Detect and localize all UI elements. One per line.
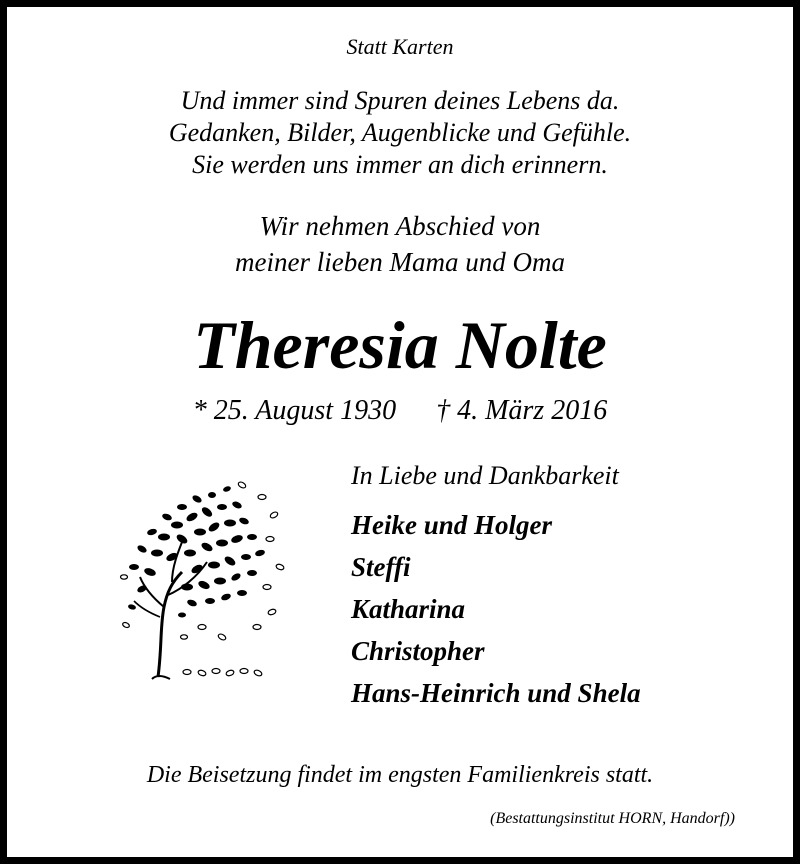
- family-member: Steffi: [351, 552, 411, 582]
- family-member: Christopher: [351, 636, 485, 666]
- funeral-note: Die Beisetzung findet im engsten Familienkreis statt.: [146, 762, 654, 788]
- family-member: Heike und Holger: [351, 510, 552, 540]
- life-dates: [7, 395, 793, 427]
- poem-line-1: Und immer sind Spuren deines Lebens da.: [180, 86, 620, 115]
- family-member: Hans-Heinrich und Shela: [351, 678, 641, 708]
- farewell-line-1: Wir nehmen Abschied von: [259, 211, 541, 241]
- header-text: Statt Karten: [346, 34, 454, 59]
- undertaker-note: (Bestattungsinstitut HORN, Handorf)): [490, 810, 735, 827]
- poem-line-2: Gedanken, Bilder, Augenblicke und Gefühle.: [168, 118, 632, 147]
- death-date: † 4. März 2016: [436, 395, 608, 426]
- family-member: Katharina: [351, 594, 466, 624]
- farewell-line-2: meiner lieben Mama und Oma: [235, 247, 565, 277]
- tree-icon: [112, 477, 292, 687]
- signoff-text: In Liebe und Dankbarkeit: [351, 461, 619, 490]
- poem-line-3: Sie werden uns immer an dich erinnern.: [192, 150, 608, 179]
- deceased-name: Theresia Nolte: [193, 307, 607, 383]
- birth-date: * 25. August 1930: [192, 395, 397, 426]
